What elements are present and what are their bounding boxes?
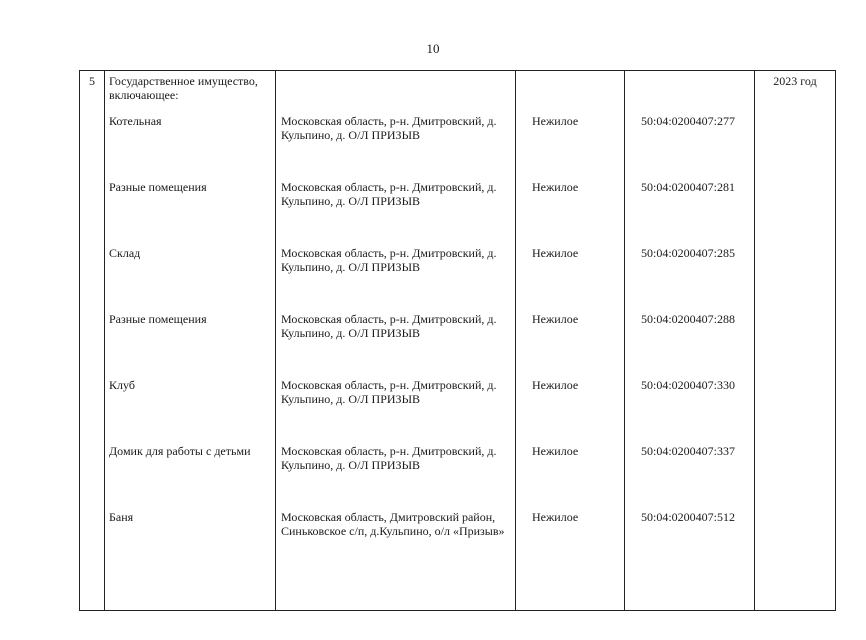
item-type: Нежилое	[532, 246, 579, 260]
item-type: Нежилое	[532, 180, 579, 194]
item-address: Московская область, Дмитровский район, Синьковское с/п, д.Кульпино, о/л «Призыв»	[281, 510, 505, 538]
item-cadastral-number: 50:04:0200407:281	[641, 180, 736, 194]
name-column	[105, 71, 276, 611]
item-name: Домик для работы с детьми	[109, 444, 251, 458]
address-column	[276, 71, 516, 611]
item-address: Московская область, р-н. Дмитровский, д. Кульпино, д. О/Л ПРИЗЫВ	[281, 378, 497, 406]
group-heading: Государственное имущество, включающее:	[109, 74, 258, 102]
item-name: Баня	[109, 510, 134, 524]
cadastral-column	[625, 71, 755, 611]
item-type: Нежилое	[532, 312, 579, 326]
property-table	[79, 70, 836, 611]
item-name: Котельная	[109, 114, 162, 128]
item-cadastral-number: 50:04:0200407:330	[641, 378, 736, 392]
item-cadastral-number: 50:04:0200407:277	[641, 114, 736, 128]
item-address: Московская область, р-н. Дмитровский, д. Кульпино, д. О/Л ПРИЗЫВ	[281, 114, 497, 142]
item-cadastral-number: 50:04:0200407:512	[641, 510, 736, 524]
item-address: Московская область, р-н. Дмитровский, д. Кульпино, д. О/Л ПРИЗЫВ	[281, 312, 497, 340]
year: 2023 год	[773, 74, 817, 88]
page-number: 10	[426, 41, 440, 56]
type-column	[516, 71, 625, 611]
item-name: Клуб	[109, 378, 135, 392]
item-cadastral-number: 50:04:0200407:285	[641, 246, 736, 260]
item-name: Склад	[109, 246, 141, 260]
row-number: 5	[89, 74, 95, 88]
item-type: Нежилое	[532, 114, 579, 128]
item-type: Нежилое	[532, 378, 579, 392]
item-name: Разные помещения	[109, 180, 207, 194]
item-name: Разные помещения	[109, 312, 207, 326]
item-type: Нежилое	[532, 444, 579, 458]
item-address: Московская область, р-н. Дмитровский, д. Кульпино, д. О/Л ПРИЗЫВ	[281, 444, 497, 472]
item-type: Нежилое	[532, 510, 579, 524]
item-cadastral-number: 50:04:0200407:288	[641, 312, 736, 326]
table-row	[80, 71, 836, 611]
item-cadastral-number: 50:04:0200407:337	[641, 444, 736, 458]
year-cell	[755, 71, 836, 611]
item-address: Московская область, р-н. Дмитровский, д. Кульпино, д. О/Л ПРИЗЫВ	[281, 246, 497, 274]
row-number-cell	[80, 71, 105, 611]
item-address: Московская область, р-н. Дмитровский, д. Кульпино, д. О/Л ПРИЗЫВ	[281, 180, 497, 208]
